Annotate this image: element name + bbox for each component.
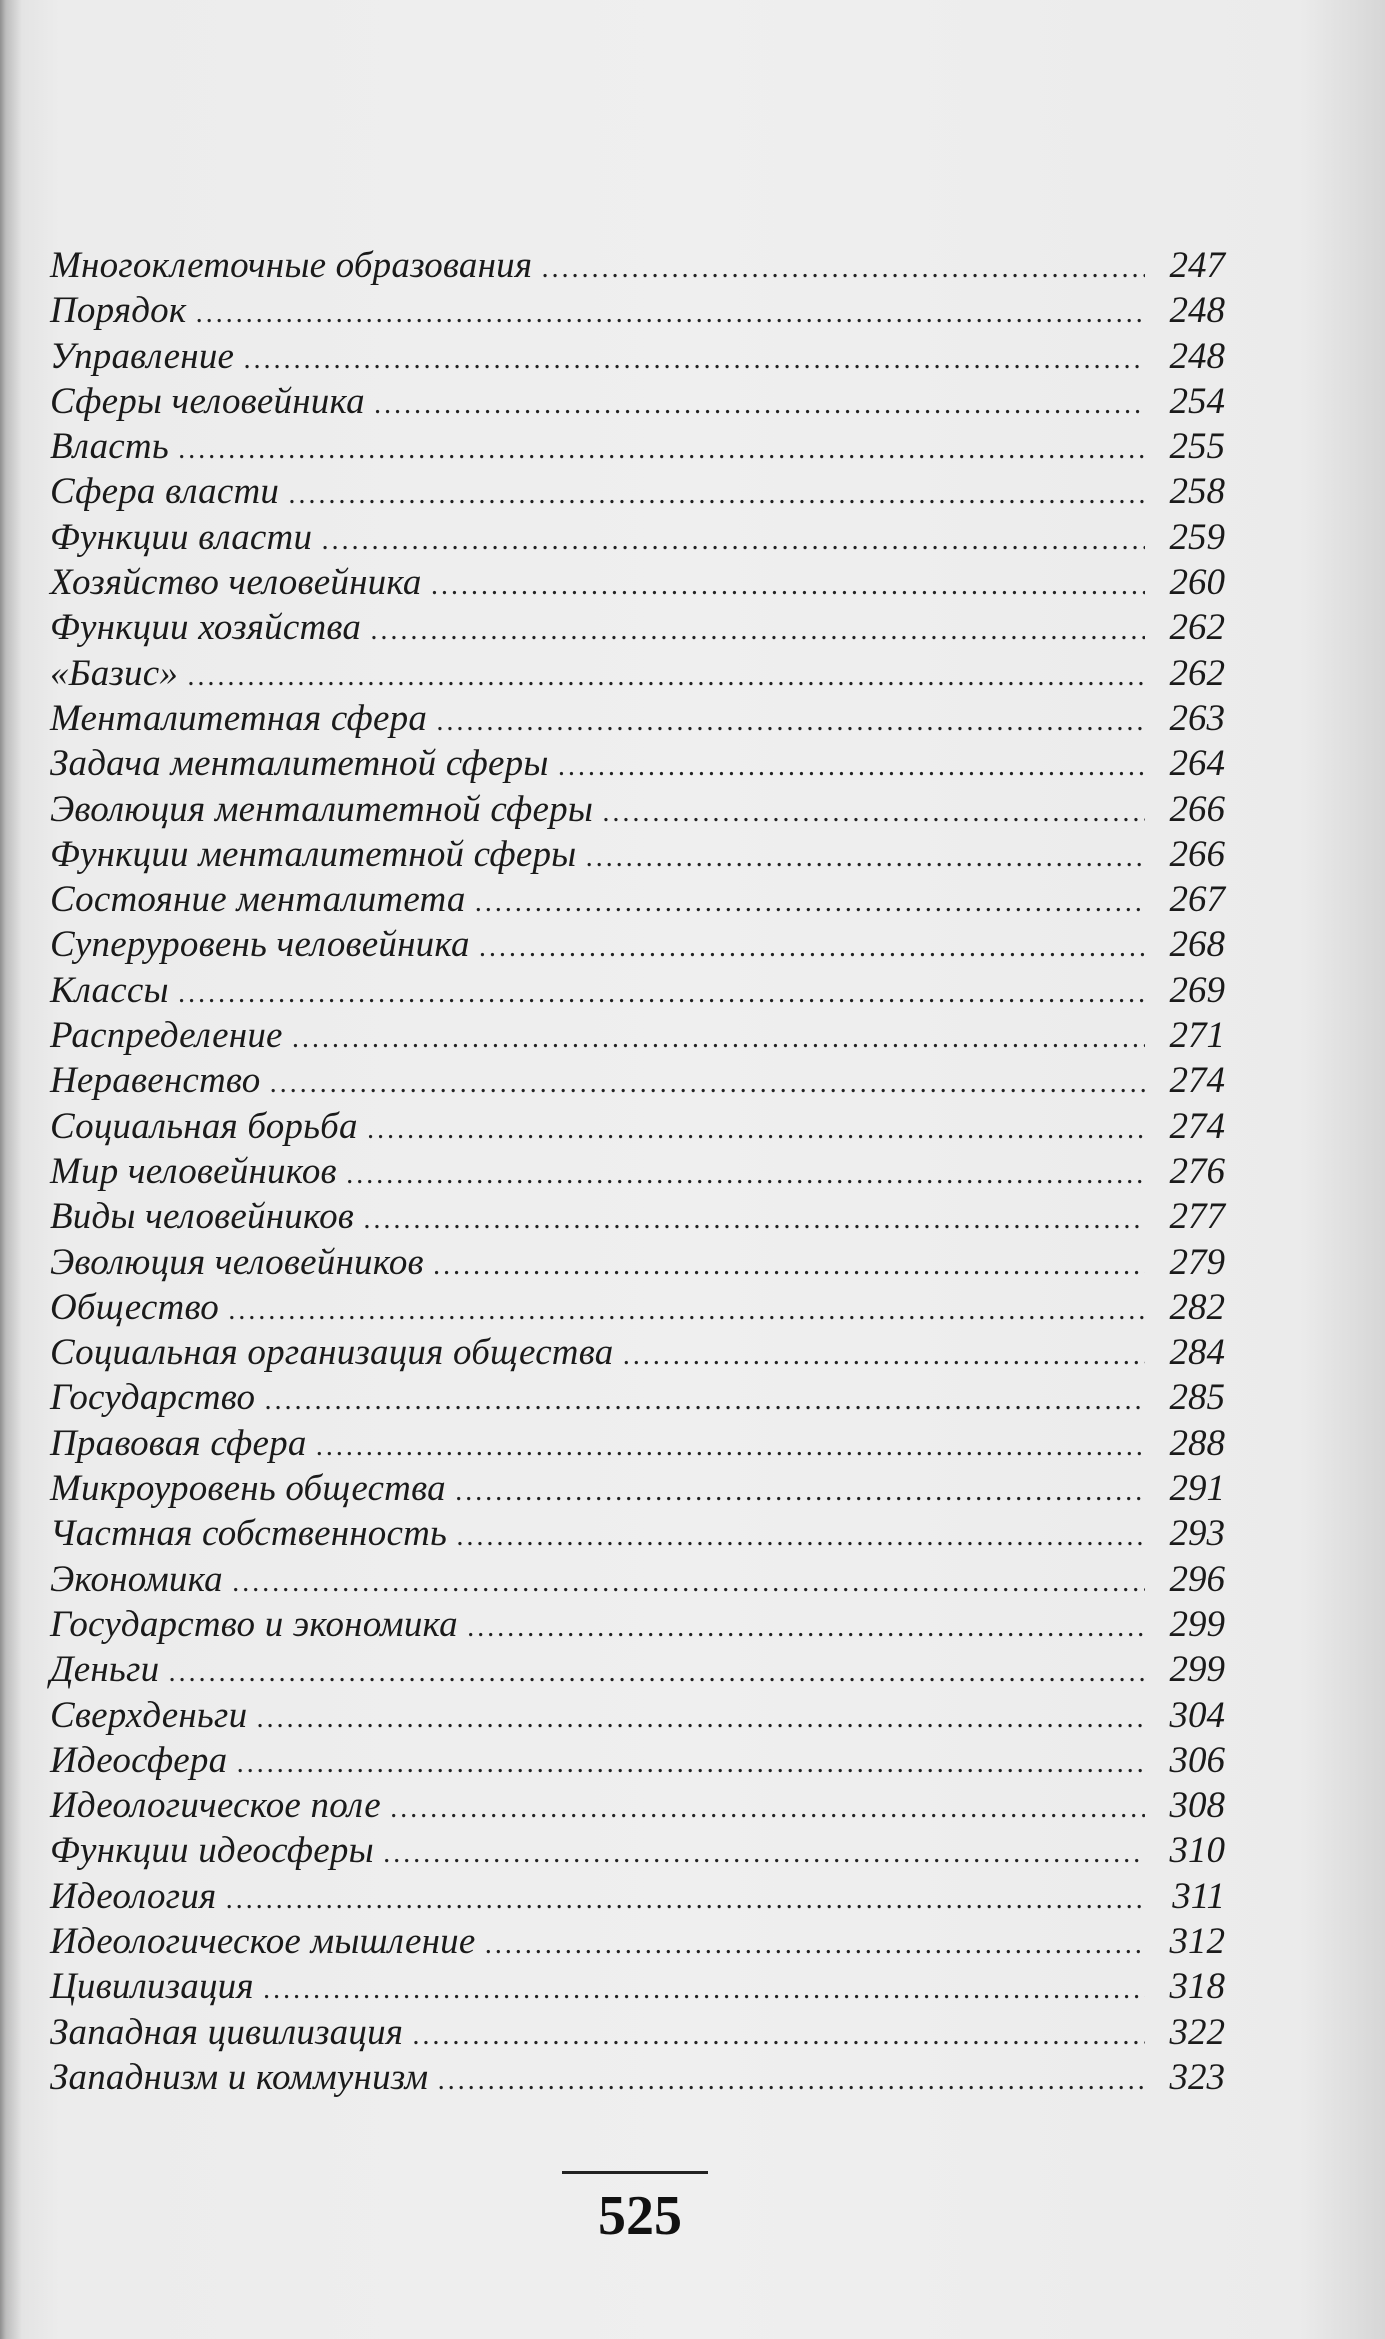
toc-entry-title: Сферы человейника bbox=[50, 380, 365, 422]
toc-entry bbox=[50, 1919, 1225, 1964]
toc-entry-page: 296 bbox=[1169, 1558, 1225, 1600]
toc-entry-page: 293 bbox=[1169, 1513, 1225, 1555]
toc-entry-page: 288 bbox=[1169, 1422, 1225, 1464]
toc-entry bbox=[50, 469, 1225, 514]
toc-entry-title: Социальная организация общества bbox=[50, 1332, 614, 1374]
toc-entry-title: Мир человейников bbox=[50, 1150, 337, 1192]
toc-entry-page: 282 bbox=[1169, 1286, 1225, 1328]
toc-dot-leader bbox=[468, 1605, 1145, 1650]
toc-entry-title: Социальная борьба bbox=[50, 1105, 358, 1147]
toc-entry-page: 267 bbox=[1169, 879, 1225, 921]
toc-dot-leader bbox=[179, 971, 1145, 1016]
toc-entry-page: 262 bbox=[1169, 607, 1225, 649]
toc-dot-leader bbox=[322, 518, 1145, 563]
toc-entry-title: Микроуровень общества bbox=[50, 1468, 446, 1510]
toc-entry-title: Функции менталитетной сферы bbox=[50, 833, 577, 875]
toc-entry-title: Сфера власти bbox=[50, 471, 280, 513]
toc-entry-page: 260 bbox=[1169, 562, 1225, 604]
toc-entry-title: Функции идеосферы bbox=[50, 1830, 374, 1872]
toc-dot-leader bbox=[179, 427, 1145, 472]
page-number: 525 bbox=[598, 2185, 682, 2247]
toc-entry bbox=[50, 2055, 1225, 2100]
toc-entry-title: Государство bbox=[50, 1377, 256, 1419]
toc-entry bbox=[50, 1149, 1225, 1194]
toc-dot-leader bbox=[371, 608, 1145, 653]
toc-entry-title: Экономика bbox=[50, 1558, 223, 1600]
toc-dot-leader bbox=[480, 925, 1145, 970]
toc-entry bbox=[50, 1466, 1225, 1511]
toc-dot-leader bbox=[347, 1152, 1145, 1197]
footer-rule bbox=[562, 2171, 708, 2174]
toc-entry bbox=[50, 605, 1225, 650]
toc-entry-title: Общество bbox=[50, 1286, 219, 1328]
toc-entry bbox=[50, 741, 1225, 786]
toc-entry bbox=[50, 1375, 1225, 1420]
table-of-contents bbox=[50, 243, 1225, 2100]
toc-entry-title: Сверхденьги bbox=[50, 1694, 248, 1736]
toc-entry-page: 318 bbox=[1169, 1966, 1225, 2008]
toc-dot-leader bbox=[437, 699, 1145, 744]
toc-entry-page: 274 bbox=[1169, 1105, 1225, 1147]
toc-dot-leader bbox=[413, 2013, 1145, 2058]
toc-dot-leader bbox=[391, 1786, 1145, 1831]
toc-dot-leader bbox=[476, 880, 1145, 925]
toc-entry bbox=[50, 1964, 1225, 2009]
toc-entry-title: Классы bbox=[50, 969, 169, 1011]
toc-entry-page: 310 bbox=[1169, 1830, 1225, 1872]
toc-dot-leader bbox=[542, 246, 1145, 291]
toc-entry-page: 277 bbox=[1169, 1196, 1225, 1238]
toc-entry-page: 247 bbox=[1169, 245, 1225, 286]
toc-dot-leader bbox=[432, 563, 1145, 608]
toc-entry-title: Идеологическое мышление bbox=[50, 1920, 476, 1962]
toc-entry-title: Власть bbox=[50, 426, 169, 468]
toc-dot-leader bbox=[265, 1378, 1145, 1423]
toc-entry bbox=[50, 1738, 1225, 1783]
toc-entry-page: 323 bbox=[1169, 2056, 1225, 2098]
toc-entry-page: 311 bbox=[1172, 1875, 1225, 1917]
toc-dot-leader bbox=[457, 1514, 1145, 1559]
toc-entry bbox=[50, 515, 1225, 560]
toc-dot-leader bbox=[264, 1967, 1145, 2012]
toc-dot-leader bbox=[384, 1831, 1145, 1876]
toc-entry-page: 276 bbox=[1169, 1150, 1225, 1192]
toc-entry bbox=[50, 968, 1225, 1013]
toc-dot-leader bbox=[196, 291, 1145, 336]
toc-entry-title: Эволюция менталитетной сферы bbox=[50, 788, 594, 830]
toc-entry-title: Идеосфера bbox=[50, 1739, 228, 1781]
toc-entry bbox=[50, 1104, 1225, 1149]
toc-entry bbox=[50, 1285, 1225, 1330]
toc-entry-title: Управление bbox=[50, 335, 235, 377]
toc-entry-title: Цивилизация bbox=[50, 1966, 254, 2008]
toc-entry bbox=[50, 922, 1225, 967]
toc-entry-page: 255 bbox=[1169, 426, 1225, 468]
toc-entry-title: Порядок bbox=[50, 290, 187, 332]
toc-entry bbox=[50, 1240, 1225, 1285]
toc-entry bbox=[50, 243, 1225, 288]
toc-entry bbox=[50, 379, 1225, 424]
toc-entry-page: 312 bbox=[1169, 1920, 1225, 1962]
toc-entry-page: 308 bbox=[1169, 1785, 1225, 1827]
toc-dot-leader bbox=[368, 1107, 1145, 1152]
toc-entry bbox=[50, 334, 1225, 379]
toc-dot-leader bbox=[289, 472, 1145, 517]
toc-entry-title: Суперуровень человейника bbox=[50, 924, 470, 966]
toc-dot-leader bbox=[375, 382, 1145, 427]
toc-entry-page: 274 bbox=[1169, 1060, 1225, 1102]
toc-entry bbox=[50, 696, 1225, 741]
toc-entry-page: 248 bbox=[1169, 290, 1225, 332]
toc-dot-leader bbox=[226, 1877, 1145, 1922]
toc-entry bbox=[50, 424, 1225, 469]
toc-entry-page: 306 bbox=[1169, 1739, 1225, 1781]
toc-entry bbox=[50, 1874, 1225, 1919]
toc-entry-page: 284 bbox=[1169, 1332, 1225, 1374]
toc-dot-leader bbox=[244, 337, 1145, 382]
toc-entry bbox=[50, 832, 1225, 877]
toc-entry-title: Эволюция человейников bbox=[50, 1241, 424, 1283]
toc-entry bbox=[50, 1828, 1225, 1873]
toc-entry bbox=[50, 1013, 1225, 1058]
toc-dot-leader bbox=[485, 1922, 1145, 1967]
toc-dot-leader bbox=[456, 1469, 1145, 1514]
toc-entry-title: Государство и экономика bbox=[50, 1603, 458, 1645]
toc-entry-title: Функции власти bbox=[50, 516, 313, 558]
toc-entry-title: Состояние менталитета bbox=[50, 879, 466, 921]
toc-dot-leader bbox=[586, 835, 1145, 880]
toc-dot-leader bbox=[623, 1333, 1145, 1378]
toc-entry-page: 304 bbox=[1169, 1694, 1225, 1736]
toc-entry-page: 248 bbox=[1169, 335, 1225, 377]
toc-entry bbox=[50, 651, 1225, 696]
toc-entry-page: 262 bbox=[1169, 652, 1225, 694]
toc-dot-leader bbox=[237, 1741, 1145, 1786]
toc-entry bbox=[50, 288, 1225, 333]
toc-entry bbox=[50, 1511, 1225, 1556]
toc-entry bbox=[50, 1421, 1225, 1466]
toc-entry bbox=[50, 1058, 1225, 1103]
toc-dot-leader bbox=[434, 1243, 1145, 1288]
toc-entry bbox=[50, 1602, 1225, 1647]
toc-entry-page: 258 bbox=[1169, 471, 1225, 513]
toc-entry-title: Функции хозяйства bbox=[50, 607, 362, 649]
toc-entry-title: Хозяйство человейника bbox=[50, 562, 422, 604]
toc-entry-title: Задача менталитетной сферы bbox=[50, 743, 549, 785]
toc-entry-page: 322 bbox=[1169, 2011, 1225, 2053]
toc-entry bbox=[50, 2010, 1225, 2055]
toc-entry-page: 299 bbox=[1169, 1649, 1225, 1691]
toc-entry bbox=[50, 1783, 1225, 1828]
toc-dot-leader bbox=[438, 2058, 1145, 2103]
toc-entry-title: Виды человейников bbox=[50, 1196, 355, 1238]
toc-dot-leader bbox=[257, 1696, 1145, 1741]
toc-entry-title: Неравенство bbox=[50, 1060, 261, 1102]
toc-entry-title: Западнизм и коммунизм bbox=[50, 2056, 429, 2098]
toc-entry bbox=[50, 560, 1225, 605]
toc-entry-page: 266 bbox=[1169, 833, 1225, 875]
toc-entry bbox=[50, 1330, 1225, 1375]
toc-entry-page: 263 bbox=[1169, 697, 1225, 739]
toc-entry-title: Распределение bbox=[50, 1015, 283, 1057]
toc-entry-title: Частная собственность bbox=[50, 1513, 448, 1555]
toc-entry-title: Деньги bbox=[50, 1649, 160, 1691]
toc-entry-page: 271 bbox=[1169, 1015, 1225, 1057]
toc-entry-page: 285 bbox=[1169, 1377, 1225, 1419]
toc-entry-page: 259 bbox=[1169, 516, 1225, 558]
toc-dot-leader bbox=[293, 1016, 1145, 1061]
toc-dot-leader bbox=[270, 1061, 1145, 1106]
toc-entry-page: 266 bbox=[1169, 788, 1225, 830]
toc-entry-page: 264 bbox=[1169, 743, 1225, 785]
toc-entry-title: Правовая сфера bbox=[50, 1422, 307, 1464]
toc-entry-page: 299 bbox=[1169, 1603, 1225, 1645]
toc-entry bbox=[50, 787, 1225, 832]
toc-dot-leader bbox=[188, 654, 1145, 699]
toc-entry-title: Идеологическое поле bbox=[50, 1785, 381, 1827]
toc-entry-title: Многоклеточные образования bbox=[50, 245, 533, 286]
toc-entry bbox=[50, 1194, 1225, 1239]
toc-entry bbox=[50, 1557, 1225, 1602]
toc-entry-title: Идеология bbox=[50, 1875, 217, 1917]
toc-entry-title: Менталитетная сфера bbox=[50, 697, 428, 739]
toc-entry-page: 269 bbox=[1169, 969, 1225, 1011]
toc-entry-title: «Базис» bbox=[50, 652, 179, 694]
toc-dot-leader bbox=[603, 790, 1145, 835]
toc-dot-leader bbox=[364, 1197, 1145, 1242]
toc-entry-page: 268 bbox=[1169, 924, 1225, 966]
toc-dot-leader bbox=[317, 1424, 1145, 1469]
toc-entry-page: 291 bbox=[1169, 1468, 1225, 1510]
toc-entry-title: Западная цивилизация bbox=[50, 2011, 404, 2053]
toc-dot-leader bbox=[233, 1560, 1145, 1605]
toc-dot-leader bbox=[169, 1650, 1145, 1695]
toc-entry-page: 279 bbox=[1169, 1241, 1225, 1283]
toc-entry bbox=[50, 877, 1225, 922]
toc-dot-leader bbox=[229, 1288, 1145, 1333]
toc-dot-leader bbox=[559, 744, 1145, 789]
toc-entry bbox=[50, 1647, 1225, 1692]
toc-entry-page: 254 bbox=[1169, 380, 1225, 422]
toc-entry bbox=[50, 1693, 1225, 1738]
